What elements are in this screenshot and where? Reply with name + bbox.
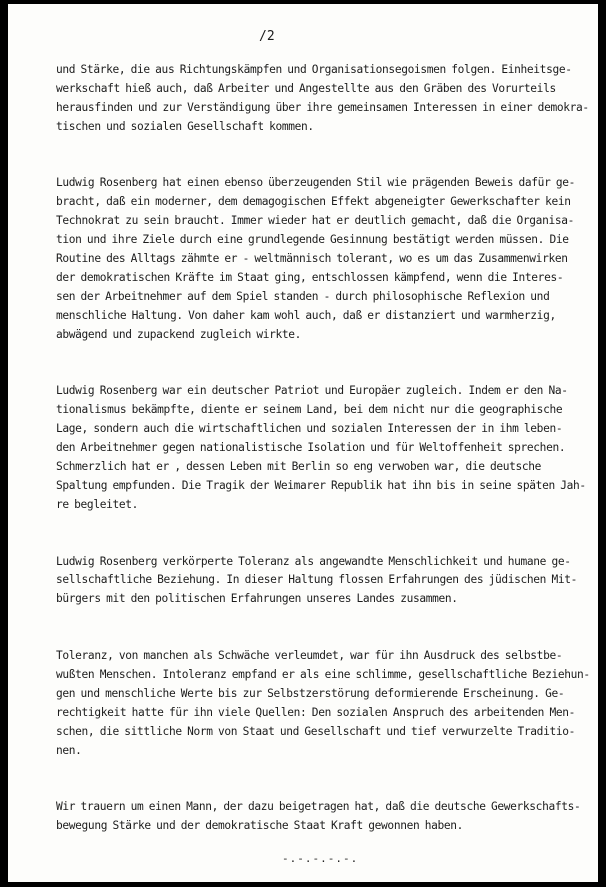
text-line: bürgers mit den politischen Erfahrungen unseres Landes zusammen. [56,592,458,606]
text-line: Wir trauern um einen Mann, der dazu beigetragen hat, daß die deutsche Gewerkschafts- [56,800,581,814]
paragraph [56,553,586,610]
paragraph-gap [56,609,586,647]
text-line: sellschaftliche Beziehung. In dieser Haltung flossen Erfahrungen des jüdischen Mit- [56,573,577,587]
text-line: Technokrat zu sein braucht. Immer wieder hat er deutlich gemacht, daß die Organisa- [56,214,574,228]
text-line: werkschaft hieß auch, daß Arbeiter und Angestellte aus den Gräben des Vorurteils [56,81,556,95]
paragraph [56,174,586,344]
text-line: Toleranz, von manchen als Schwäche verleumdet, war für ihn Ausdruck des selbstbe- [56,649,563,663]
text-line: der demokratischen Kräfte im Staat ging, entschlossen kämpfend, wenn die Interes- [56,270,564,284]
end-mark: -.-.-.-.-. [282,852,359,865]
text-line: Spaltung empfunden. Die Tragik der Weimarer Republik hat ihn bis in seine späten Jah- [56,478,586,492]
text-line: tischen und sozialen Gesellschaft kommen. [56,119,314,133]
paragraph-gap [56,137,586,175]
paragraph-gap [56,515,586,553]
paragraph [56,382,586,514]
text-line: nen. [56,743,82,757]
text-line: gen und menschliche Werte bis zur Selbstzerstörung deformierende Erscheinung. Ge- [56,686,565,700]
text-line: bewegung Stärke und der demokratische Staat Kraft gewonnen haben. [56,819,464,833]
text-line: sen der Arbeitnehmer auf dem Spiel standen - durch philosophische Reflexion und [56,289,550,303]
text-line: Routine des Alltags zähmte er - weltmännisch tolerant, wo es um das Zusammenwirken [56,252,568,266]
text-line: Lage, sondern auch die wirtschaftlichen und sozialen Interessen der in ihm leben- [56,422,563,436]
text-line: menschliche Haltung. Von daher kam wohl auch, daß er distanziert und warmherzig, [56,308,556,322]
text-line: herausfinden und zur Verständigung über ihre gemeinsamen Interessen in einer demokra- [56,100,589,114]
page-number: /2 [259,29,275,44]
paragraph-gap [56,760,586,798]
paragraph [56,798,586,836]
text-line: bracht, daß ein moderner, dem demagogischen Effekt abgeneigter Gewerkschafter kein [56,195,571,209]
text-line: und Stärke, die aus Richtungskämpfen und Organisationsegoismen folgen. Einheitsge- [56,63,572,76]
text-line: tion und ihre Ziele durch eine grundlegende Gesinnung bestätigt werden müssen. Die [56,233,569,247]
paragraph [56,647,590,760]
text-line: abwägend und zupackend zugleich wirkte. [56,327,302,341]
paragraph [56,61,589,137]
text-line: tionalismus bekämpfte, diente er seinem Land, bei dem nicht nur die geographische [56,403,563,417]
document-page [8,4,598,882]
text-line: den Arbeitnehmer gegen nationalistische Isolation und für Weltoffenheit sprechen. [56,441,566,455]
letter-body [56,61,590,836]
text-line: wußten Menschen. Intoleranz empfand er als eine schlimme, gesellschaftliche Beziehun- [56,667,590,681]
text-line: rechtigkeit hatte für ihn viele Quellen: Den sozialen Anspruch des arbeitenden Men- [56,705,575,719]
text-line: Ludwig Rosenberg war ein deutscher Patriot und Europäer zugleich. Indem er den Na- [56,384,568,398]
text-line: Ludwig Rosenberg hat einen ebenso überzeugenden Stil wie prägenden Beweis dafür ge- [56,176,575,190]
text-line: Ludwig Rosenberg verkörperte Toleranz als angewandte Menschlichkeit und humane ge- [56,554,571,568]
text-line: Schmerzlich hat er , dessen Leben mit Berlin so eng verwoben war, die deutsche [56,460,542,473]
text-line: re begleitet. [56,497,139,511]
text-line: schen, die sittliche Norm von Staat und Gesellschaft und tief verwurzelte Traditio- [56,724,575,738]
paragraph-gap [56,345,586,383]
